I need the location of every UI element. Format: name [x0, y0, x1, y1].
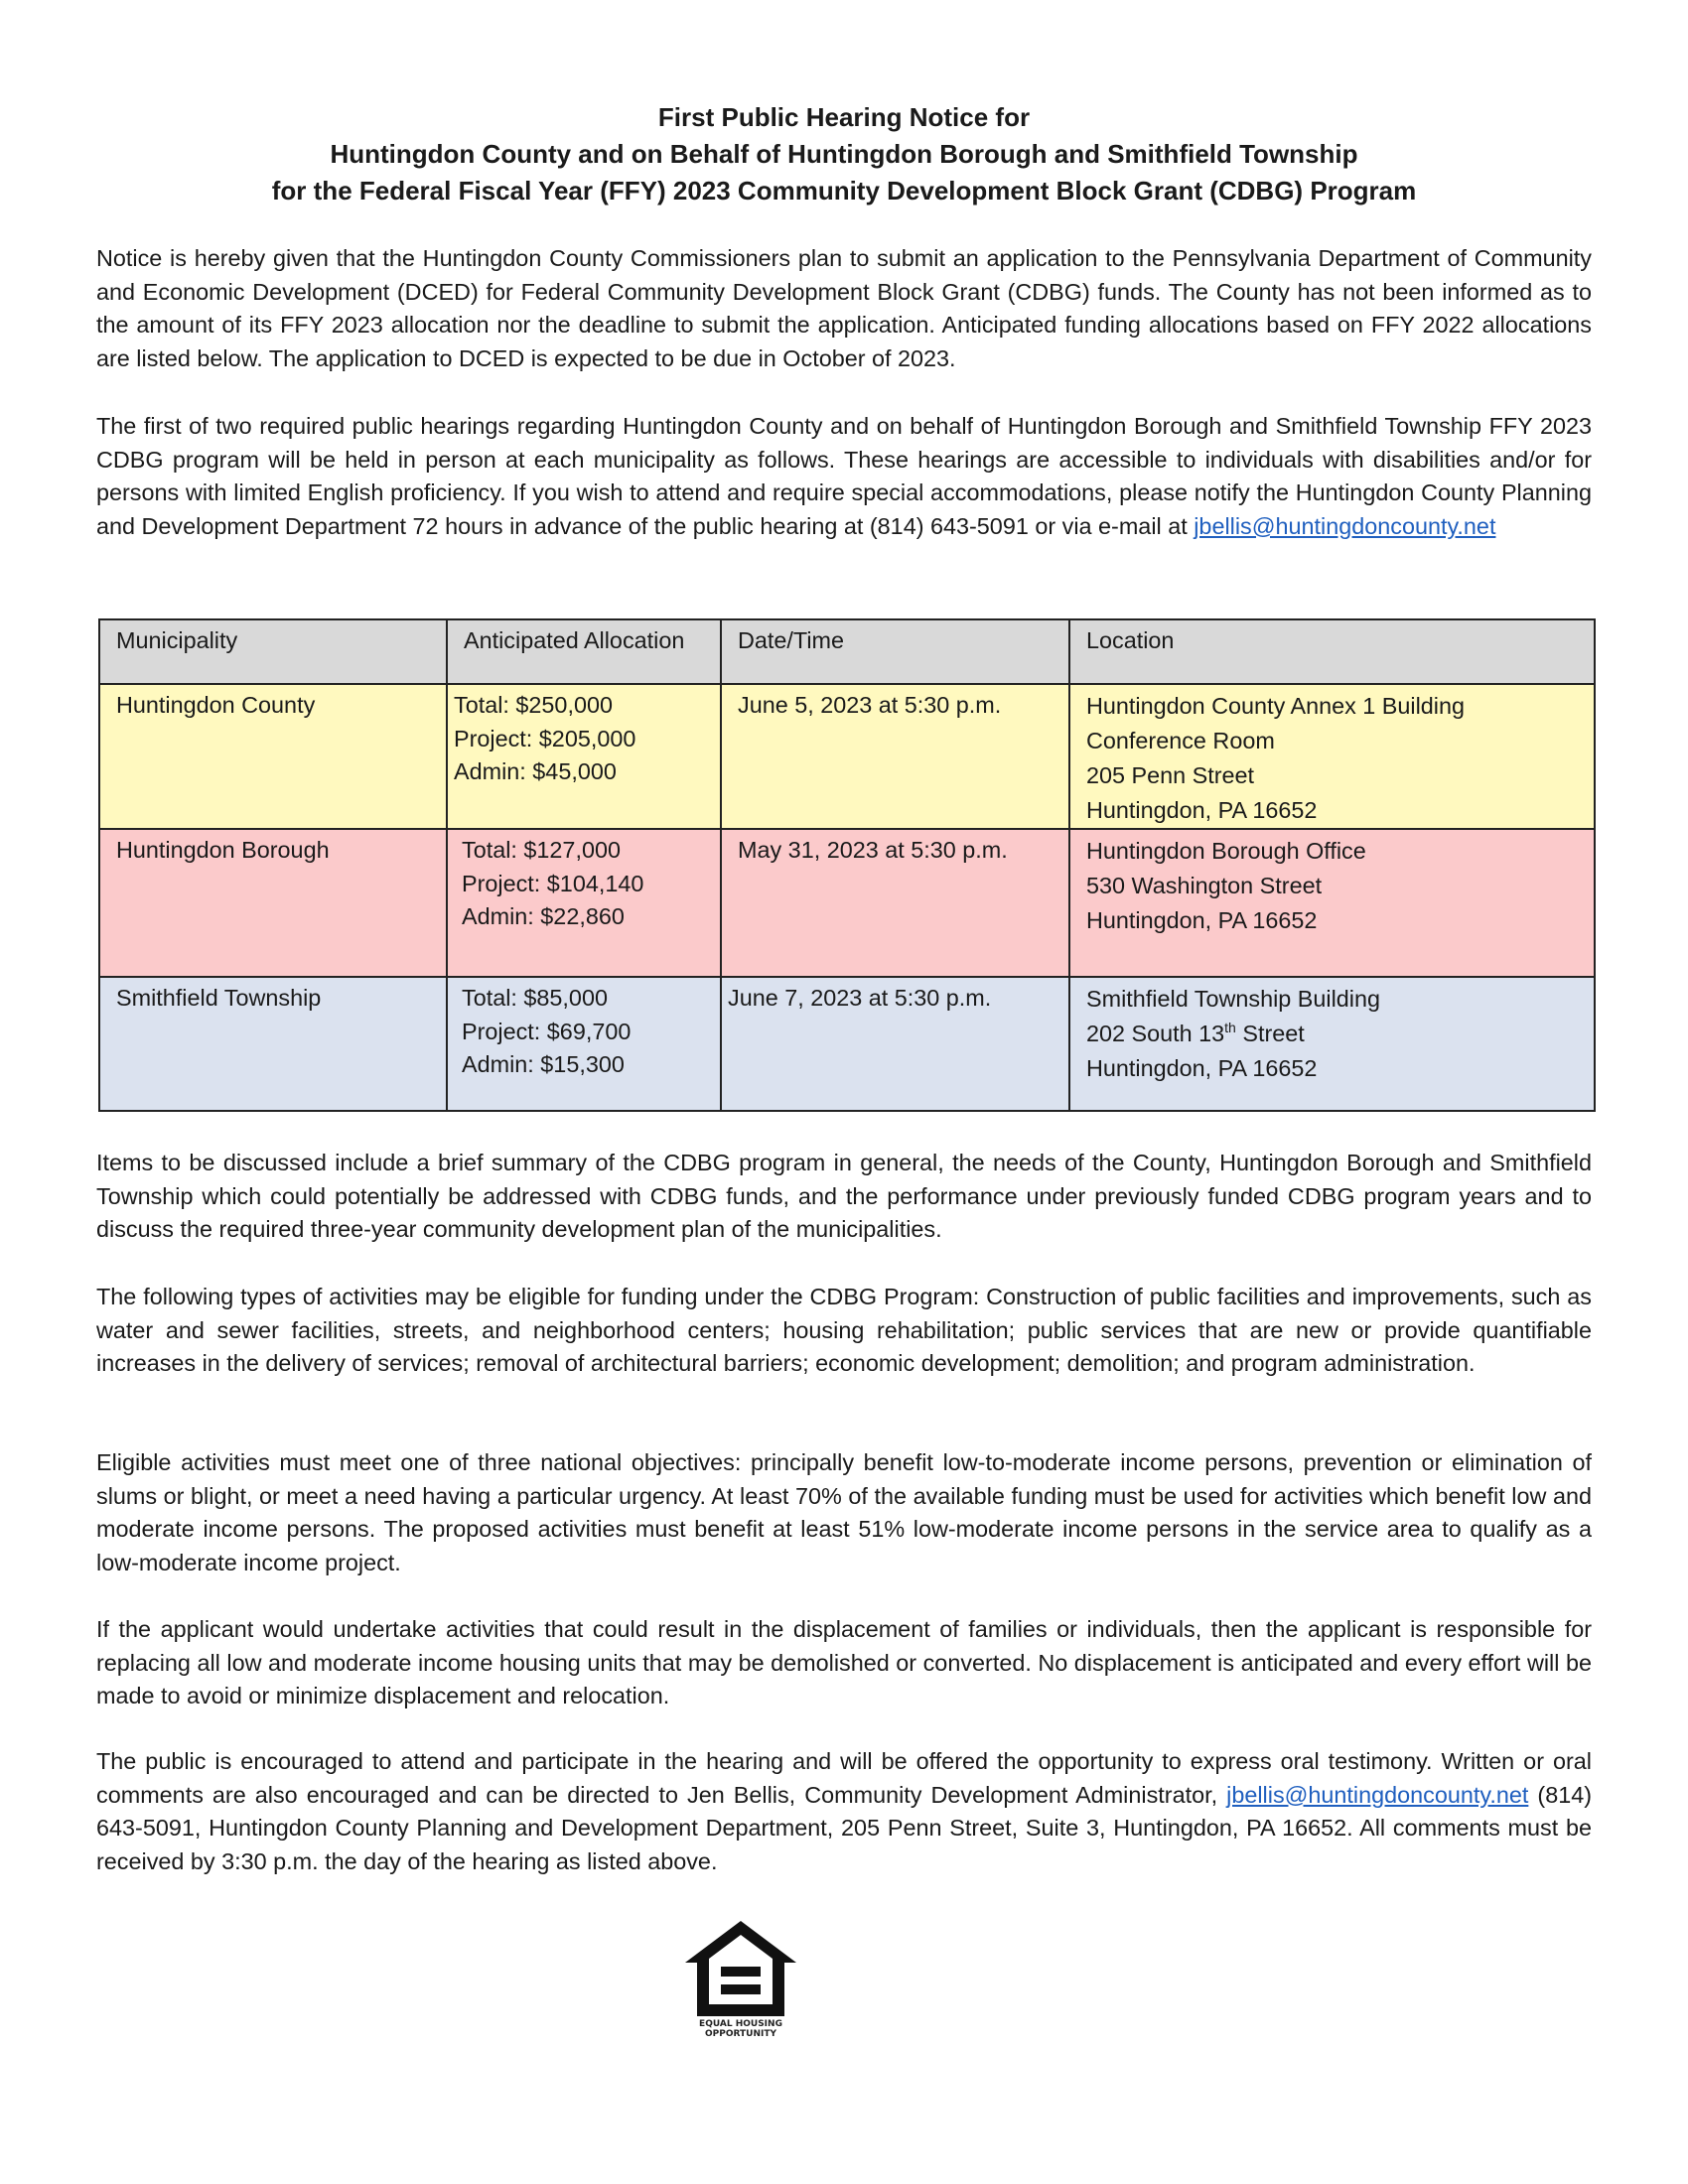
logo-text-line-1: EQUAL HOUSING — [699, 2019, 782, 2029]
location-line: Huntingdon County Annex 1 Building — [1086, 693, 1466, 719]
header-datetime: Date/Time — [721, 619, 1069, 684]
page-title — [96, 99, 1592, 209]
location-cell — [1069, 977, 1595, 1111]
public-comment-text-after: (814) 643-5091, Huntingdon County Planning and Development Department, 205 Penn Street, Suite 3, Huntingdon, PA 16652. All comments must be received by 3:30 p.m. the day of the hearing as listed above. — [96, 1781, 1593, 1874]
equal-housing-opportunity-icon — [683, 1919, 798, 2018]
datetime-cell: June 5, 2023 at 5:30 p.m. — [721, 684, 1069, 829]
header-location: Location — [1069, 619, 1595, 684]
location-line — [1086, 1017, 1594, 1051]
public-comment-paragraph — [96, 1745, 1592, 1878]
location-line: Huntingdon, PA 16652 — [1086, 797, 1318, 823]
equal-housing-opportunity-logo — [683, 1919, 798, 2042]
header-municipality: Municipality — [99, 619, 447, 684]
title-line-1: First Public Hearing Notice for — [657, 102, 1031, 132]
location-line: Smithfield Township Building — [1086, 986, 1381, 1012]
hearing-schedule-table — [98, 618, 1596, 1112]
location-line: Huntingdon, PA 16652 — [1086, 907, 1318, 933]
datetime-cell: May 31, 2023 at 5:30 p.m. — [721, 829, 1069, 977]
header-allocation: Anticipated Allocation — [447, 619, 721, 684]
street-suffix: Street — [1235, 1021, 1305, 1046]
ordinal-suffix: th — [1224, 1020, 1236, 1036]
street-number: 202 South 13 — [1086, 1021, 1225, 1046]
location-line: 205 Penn Street — [1086, 762, 1255, 788]
datetime-cell: June 7, 2023 at 5:30 p.m. — [721, 977, 1069, 1111]
table-row — [99, 684, 1595, 829]
public-comment-text: The public is encouraged to attend and participate in the hearing and will be offered the opportunity to express oral testimony. Written or oral comments are also encouraged and can be directed to Jen Bellis, Community Development Administrator, — [96, 1748, 1592, 1808]
allocation-total: Total: $250,000 — [454, 692, 613, 718]
location-line: Huntingdon Borough Office — [1086, 838, 1366, 864]
comment-email-link[interactable]: jbellis@huntingdoncounty.net — [1226, 1781, 1529, 1808]
hearing-paragraph-text: The first of two required public hearings regarding Huntingdon County and on behalf of Huntingdon Borough and Smithfield Township FFY 2023 CDBG program will be held in person at each municipality as follows. These hearings are accessible to individuals with disabilities and/or for persons with limited English proficiency. If you wish to attend and require special accommodations, please notify the Huntingdon County Planning and Development Department 72 hours in advance of the public hearing at (814) 643-5091 or via e-mail at — [96, 413, 1592, 539]
allocation-cell — [447, 684, 721, 829]
title-line-3: for the Federal Fiscal Year (FFY) 2023 Community Development Block Grant (CDBG) Program — [271, 176, 1417, 205]
location-line: Conference Room — [1086, 728, 1275, 753]
table-row — [99, 977, 1595, 1111]
allocation-cell — [447, 977, 721, 1111]
intro-paragraph: Notice is hereby given that the Huntingdon County Commissioners plan to submit an application to the Pennsylvania Department of Community and Economic Development (DCED) for Federal Community Development Block Grant (CDBG) funds. The County has not been informed as to the amount of its FFY 2023 allocation nor the deadline to submit the application. Anticipated funding allocations based on FFY 2022 allocations are listed below. The application to DCED is expected to be due in October of 2023. — [96, 245, 1592, 371]
municipality-cell: Huntingdon County — [99, 684, 447, 829]
location-cell — [1069, 684, 1595, 829]
allocation-admin: Admin: $15,300 — [462, 1051, 625, 1078]
allocation-cell — [447, 829, 721, 977]
discussion-paragraph: Items to be discussed include a brief summary of the CDBG program in general, the needs of the County, Huntingdon Borough and Smithfield Township which could potentially be addressed with CDBG funds, and the performance under previously funded CDBG program years and to discuss the required three-year community development plan of the municipalities. — [96, 1150, 1592, 1243]
hearing-paragraph — [96, 410, 1592, 543]
allocation-admin: Admin: $45,000 — [454, 758, 617, 785]
allocation-total: Total: $85,000 — [462, 985, 608, 1011]
table-row — [99, 829, 1595, 977]
municipality-cell: Huntingdon Borough — [99, 829, 447, 977]
municipality-cell: Smithfield Township — [99, 977, 447, 1111]
title-line-2: Huntingdon County and on Behalf of Huntingdon Borough and Smithfield Township — [330, 139, 1358, 169]
location-line: 530 Washington Street — [1086, 873, 1323, 898]
allocation-project: Project: $69,700 — [462, 1018, 632, 1044]
location-cell — [1069, 829, 1595, 977]
allocation-total: Total: $127,000 — [462, 837, 621, 863]
contact-email-link[interactable]: jbellis@huntingdoncounty.net — [1194, 512, 1496, 539]
location-line: Huntingdon, PA 16652 — [1086, 1055, 1318, 1081]
table-header-row — [99, 619, 1595, 684]
allocation-project: Project: $205,000 — [454, 725, 636, 751]
eligible-activities-paragraph: The following types of activities may be eligible for funding under the CDBG Program: Construction of public facilities and improvements, such as water and sewer facilities, streets, and neighborhood centers; housing rehabilitation; public services that are new or provide quantifiable increases in the delivery of services; removal of architectural barriers; economic development; demolition; and program administration. — [96, 1284, 1592, 1377]
national-objectives-paragraph: Eligible activities must meet one of three national objectives: principally benefit low-to-moderate income persons, prevention or elimination of slums or blight, or meet a need having a particular urgency. At least 70% of the available funding must be used for activities which benefit low and moderate income persons. The proposed activities must benefit at least 51% low-moderate income persons in the service area to qualify as a low-moderate income project. — [96, 1449, 1592, 1575]
allocation-project: Project: $104,140 — [462, 870, 644, 896]
logo-text-line-2: OPPORTUNITY — [704, 2029, 776, 2039]
displacement-paragraph: If the applicant would undertake activities that could result in the displacement of families or individuals, then the applicant is responsible for replacing all low and moderate income housing units that may be demolished or converted. No displacement is anticipated and every effort will be made to avoid or minimize displacement and relocation. — [96, 1616, 1592, 1709]
allocation-admin: Admin: $22,860 — [462, 903, 625, 930]
